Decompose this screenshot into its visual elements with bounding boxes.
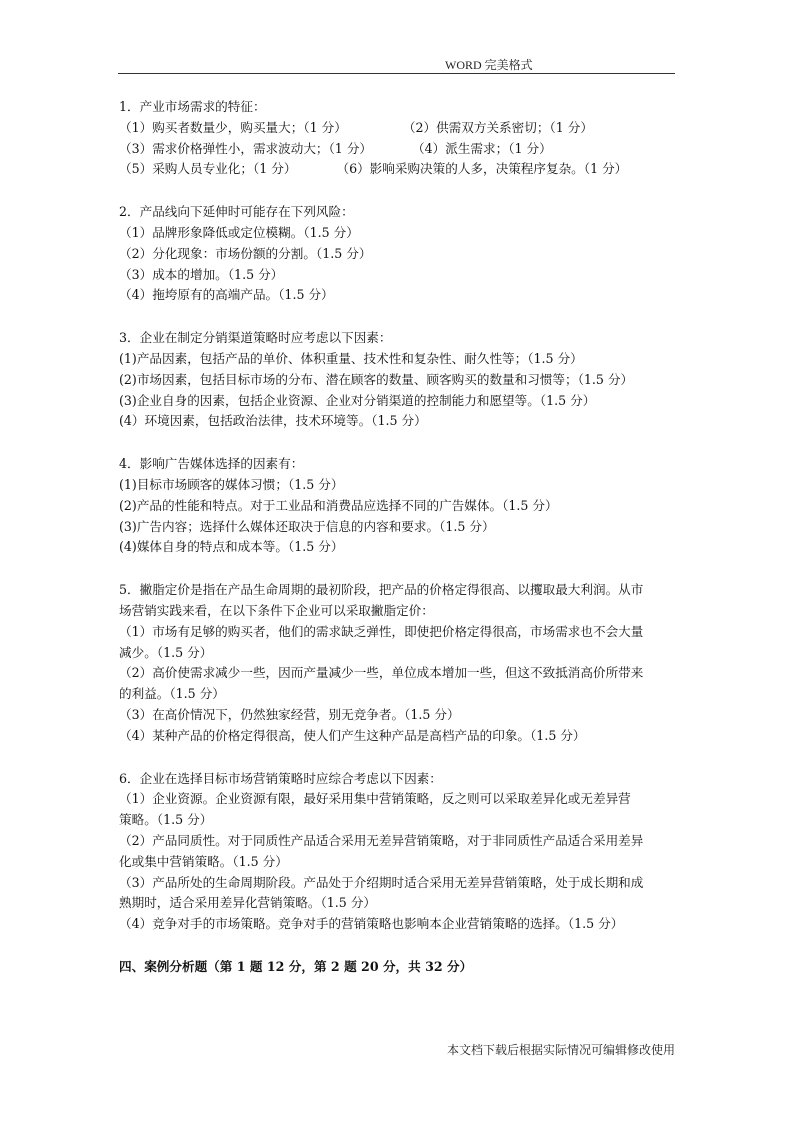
- section-title: 3．企业在制定分销渠道策略时应考虑以下因素：: [119, 330, 392, 346]
- section-line: （3）需求价格弹性小，需求波动大；（1 分） （4）派生需求；（1 分）: [119, 140, 552, 156]
- section-line: （4）某种产品的价格定得很高，使人们产生这种产品是高档产品的印象。（1.5 分）: [119, 727, 586, 743]
- section-line: (4)媒体自身的特点和成本等。（1.5 分）: [119, 539, 344, 555]
- section-line: 场营销实践来看，在以下条件下企业可以采取撇脂定价：: [119, 602, 434, 618]
- section-line: （4）竞争对手的市场策略。竞争对手的营销策略也影响本企业营销策略的选择。（1.5 分）: [119, 916, 624, 932]
- section-4: [119, 454, 679, 558]
- section-line: （2）产品同质性。对于同质性产品适合采用无差异营销策略，对于非同质性产品适合采用差异: [119, 832, 644, 848]
- section-title: 2．产品线向下延伸时可能存在下列风险：: [119, 204, 354, 220]
- section-line: （3）在高价情况下，仍然独家经营，别无竞争者。（1.5 分）: [119, 706, 460, 722]
- section-line: （2）分化现象：市场份额的分割。（1.5 分）: [119, 245, 372, 261]
- section-line: （5）采购人员专业化；（1 分） （6）影响采购决策的人多，决策程序复杂。（1 分）: [119, 161, 628, 177]
- section-2: [119, 202, 679, 306]
- header-divider: [118, 73, 675, 74]
- section-3: [119, 328, 679, 432]
- section-1: [119, 97, 679, 180]
- section-line: (4）环境因素，包括政治法律，技术环境等。（1.5 分）: [119, 413, 427, 429]
- section-line: （3）成本的增加。（1.5 分）: [119, 266, 284, 282]
- section-line: 的利益。（1.5 分）: [119, 686, 225, 702]
- section-line: （1）购买者数量少，购买量大；（1 分） （2）供需双方关系密切；（1 分）: [119, 119, 593, 135]
- document-body: [119, 97, 679, 978]
- section-line: 熟期时，适合采用差异化营销策略。（1.5 分）: [119, 895, 377, 911]
- page-footer: 本文档下载后根据实际情况可编辑修改使用: [447, 1043, 676, 1057]
- section-line: (2)市场因素，包括目标市场的分布、潜在顾客的数量、顾客购买的数量和习惯等；（1.5 分）: [119, 371, 634, 387]
- section-line: （2）高价使需求减少一些，因而产量减少一些，单位成本增加一些，但这不致抵消高价所带来: [119, 665, 644, 681]
- section-title: 1．产业市场需求的特征：: [119, 99, 266, 114]
- section-5: [119, 580, 679, 746]
- section-title: 6．企业在选择目标市场营销策略时应综合考虑以下因素：: [119, 770, 442, 786]
- section-line: （1）企业资源。企业资源有限，最好采用集中营销策略，反之则可以采取差异化或无差异营: [119, 791, 631, 807]
- section-line: （3）产品所处的生命周期阶段。产品处于介绍期时适合采用无差异营销策略，处于成长期和成: [119, 874, 644, 890]
- section-line: (1)目标市场顾客的媒体习惯；（1.5 分）: [119, 476, 344, 492]
- section-line: (3)企业自身的因素，包括企业资源、企业对分销渠道的控制能力和愿望等。（1.5 分）: [119, 392, 596, 408]
- section-title: 4．影响广告媒体选择的因素有：: [119, 456, 304, 472]
- section-line: (2)产品的性能和特点。对于工业品和消费品应选择不同的广告媒体。（1.5 分）: [119, 497, 558, 513]
- case-analysis-heading: 四、案例分析题（第 1 题 12 分，第 2 题 20 分，共 32 分）: [119, 958, 473, 974]
- section-line: 化或集中营销策略。（1.5 分）: [119, 853, 288, 869]
- section-line: （1）品牌形象降低或定位模糊。（1.5 分）: [119, 224, 359, 240]
- section-6: [119, 769, 679, 935]
- section-line: (1)产品因素，包括产品的单价、体积重量、技术性和复杂性、耐久性等；（1.5 分）: [119, 350, 583, 366]
- section-line: (3)广告内容；选择什么媒体还取决于信息的内容和要求。（1.5 分）: [119, 518, 495, 534]
- page-header: WORD 完美格式: [445, 58, 533, 72]
- section-line: （1）市场有足够的购买者，他们的需求缺乏弹性，即使把价格定得很高，市场需求也不会大量: [119, 623, 644, 639]
- section-line: 策略。（1.5 分）: [119, 812, 213, 828]
- section-line: （4）拖垮原有的高端产品。（1.5 分）: [119, 287, 334, 303]
- section-line: 减少。（1.5 分）: [119, 644, 213, 660]
- section-title: 5．撇脂定价是指在产品生命周期的最初阶段，把产品的价格定得很高、以攫取最大利润。从市: [119, 582, 644, 598]
